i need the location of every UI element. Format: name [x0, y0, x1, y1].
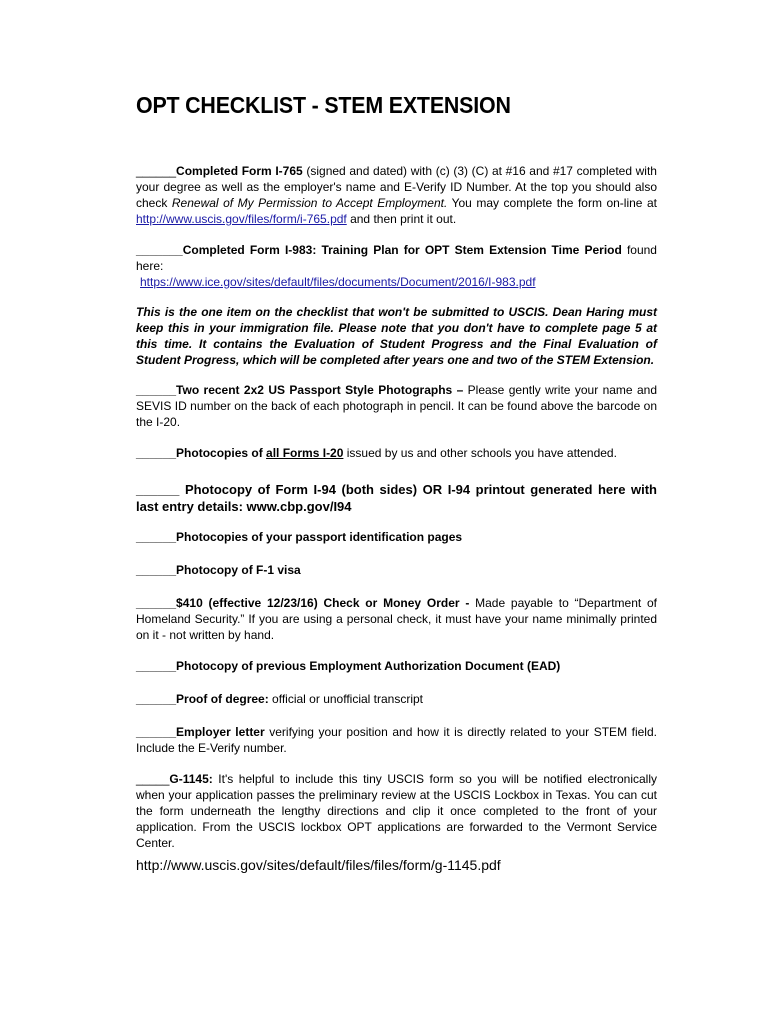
item-label: Photocopies of your passport identification pages — [176, 530, 463, 544]
item-i765 — [136, 163, 657, 227]
blank-line: ______ — [136, 659, 177, 673]
item-label: Photocopy of F-1 visa — [176, 563, 301, 577]
item-label-underlined: all Forms I-20 — [266, 446, 344, 460]
i983-link[interactable]: https://www.ice.gov/sites/default/files/documents/Document/2016/I-983.pdf — [140, 275, 536, 289]
page-title: OPT CHECKLIST - STEM EXTENSION — [136, 92, 511, 118]
item-text: official or unofficial transcript — [268, 692, 424, 706]
item-label: $410 (effective 12/23/16) Check or Money Order - — [176, 596, 470, 610]
item-text: Please gently write your name and SEVIS ID number on the back of each photograph in pencil. It can be found above the barcode on the I-20. — [136, 383, 658, 429]
blank-line: ______ — [136, 446, 177, 460]
blank-line: ______ — [136, 692, 177, 706]
checklist-page — [136, 92, 657, 874]
blank-line: ______ — [136, 164, 177, 178]
item-i94 — [136, 481, 657, 515]
i983-note: This is the one item on the checklist that won't be submitted to USCIS. Dean Haring must keep this in your immigration file. Please note that you don't have to complete page 5 at this time. It contains the Evaluation of Student Progress and the Final Evaluation of Student Progress, which will be completed after years one and two of the STEM Extension. — [136, 305, 657, 367]
item-italic-text: Renewal of My Permission to Accept Employment. — [171, 196, 448, 210]
item-photos — [136, 382, 657, 430]
item-passport — [136, 529, 657, 545]
blank-line: ______ — [136, 596, 177, 610]
blank-line: ______ — [136, 530, 177, 544]
item-f1-visa — [136, 562, 657, 578]
item-i983 — [136, 242, 657, 290]
item-label: Completed Form I-765 — [176, 164, 303, 178]
item-label: Employer letter — [176, 725, 265, 739]
item-label: Photocopies of — [176, 446, 267, 460]
item-text: found here: — [136, 243, 657, 273]
item-label: Photocopy of previous Employment Authorization Document (EAD) — [176, 659, 561, 673]
i765-link[interactable]: http://www.uscis.gov/files/form/i-765.pdf — [136, 212, 347, 226]
blank-line: _____ — [136, 772, 170, 786]
blank-line: ______ — [136, 725, 177, 739]
item-degree — [136, 691, 657, 707]
blank-line: ______ — [136, 383, 177, 397]
item-label: Proof of degree: — [176, 692, 269, 706]
item-text: You may complete the form on-line at — [447, 196, 658, 210]
blank-line: ______ — [136, 482, 180, 497]
item-label: Photocopy of Form I-94 (both sides) OR I-94 printout generated here with last entry details: www.cbp.gov/I94 — [136, 482, 657, 514]
item-text: Made payable to “Department of Homeland Security.” If you are using a personal check, it must have your name minimally printed on it - not written by hand. — [136, 596, 658, 642]
blank-line: _______ — [136, 243, 183, 257]
item-label: Completed Form I-983: Training Plan for OPT Stem Extension Time Period — [182, 243, 622, 257]
item-label: Two recent 2x2 US Passport Style Photographs – — [176, 383, 464, 397]
item-text: issued by us and other schools you have attended. — [343, 446, 617, 460]
g1145-url[interactable]: http://www.uscis.gov/sites/default/files/files/form/g-1145.pdf — [136, 857, 501, 873]
item-text: and then print it out. — [346, 212, 457, 226]
item-label: G-1145: — [169, 772, 213, 786]
item-i20 — [136, 445, 657, 461]
item-text: (signed and dated) with (c) (3) (C) at #16 and #17 completed with your degree as well as the employer's name and E-Verify ID Number. At the top you should also check — [136, 164, 657, 210]
item-g1145 — [136, 771, 657, 851]
item-employer-letter — [136, 724, 657, 756]
item-ead — [136, 658, 657, 674]
item-fee — [136, 595, 657, 643]
item-text: It's helpful to include this tiny USCIS form so you will be notified electronically when your application passes the preliminary review at the USCIS Lockbox in Texas. You can cut the form underneath the lengthy directions and clip it once completed to the front of your application. From the USCIS lockbox OPT applications are forwarded to the Vermont Service Center. — [136, 772, 657, 850]
blank-line: ______ — [136, 563, 177, 577]
item-text: verifying your position and how it is directly related to your STEM field. Include the E-Verify number. — [136, 725, 657, 755]
